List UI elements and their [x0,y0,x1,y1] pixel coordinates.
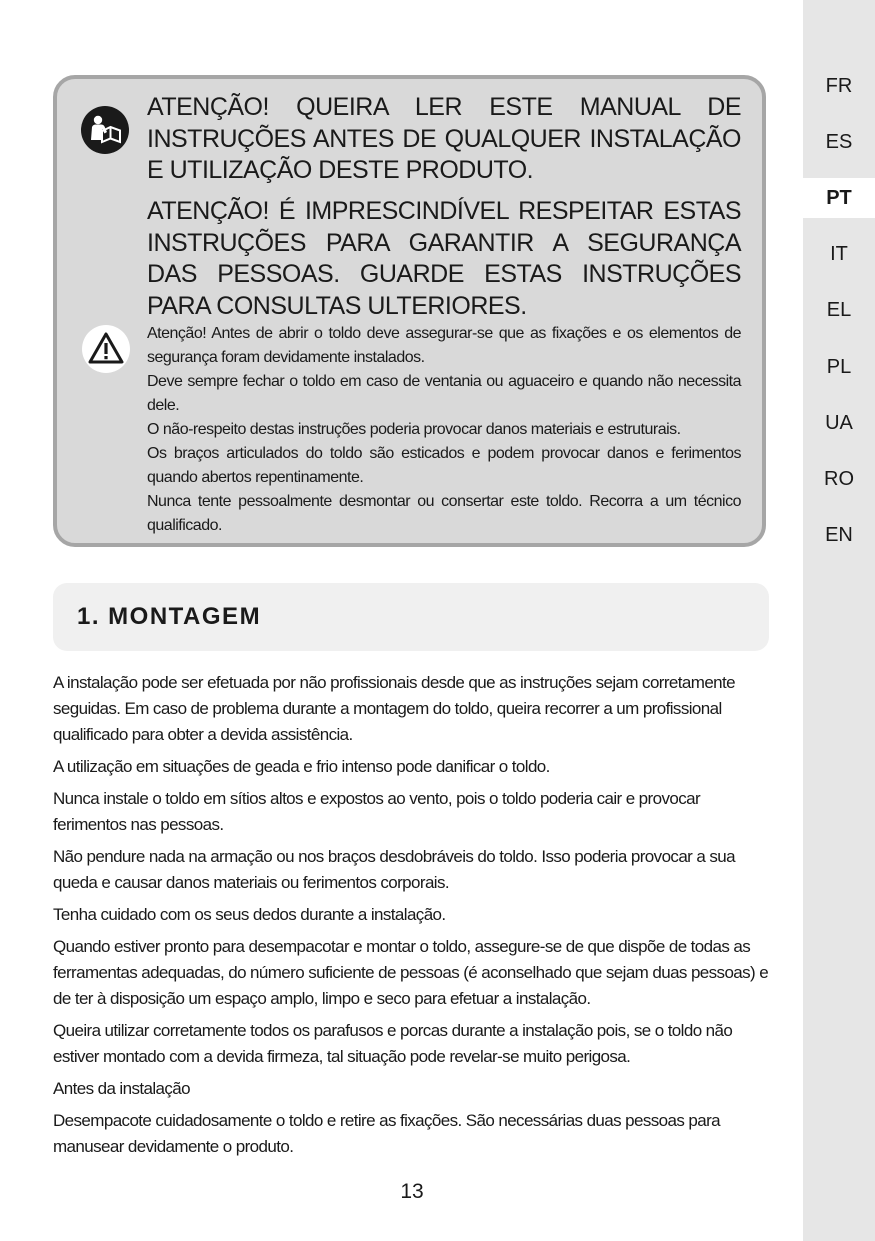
lang-tab-el[interactable]: EL [826,299,852,321]
warning-notes [147,322,741,538]
body-paragraph: A utilização em situações de geada e frio intenso pode danificar o toldo. [53,757,550,776]
section-header [53,583,769,651]
lang-tab-pt[interactable]: PT [803,178,875,218]
read-manual-icon [81,106,129,154]
language-sidebar [803,0,875,1241]
warning-triangle-icon [82,325,130,373]
body-paragraph: Tenha cuidado com os seus dedos durante a instalação. [53,905,446,924]
section-title: 1. MONTAGEM [77,603,262,630]
warning-note: Atenção! Antes de abrir o toldo deve assegurar-se que as fixações e os elementos de segurança foram devidamente instalados. [147,325,741,366]
warning-heading-safety: ATENÇÃO! É IMPRESCINDÍVEL RESPEITAR ESTAS INSTRUÇÕES PARA GARANTIR A SEGURANÇA DAS PESSOAS. GUARDE ESTAS INSTRUÇÕES PARA CONSULTAS ULTERIORES. [147,197,741,320]
warning-heading-read-manual: ATENÇÃO! QUEIRA LER ESTE MANUAL DE INSTRUÇÕES ANTES DE QUALQUER INSTALAÇÃO E UTILIZAÇÃO DESTE PRODUTO. [147,93,741,184]
page-number: 13 [400,1180,424,1203]
body-paragraph: Não pendure nada na armação ou nos braços desdobráveis do toldo. Isso poderia provocar a sua queda e causar danos materiais ou ferimentos corporais. [53,847,735,892]
lang-tab-en[interactable]: EN [825,524,853,546]
warning-note: Os braços articulados do toldo são esticados e podem provocar danos e ferimentos quando abertos repentinamente. [147,445,741,486]
lang-tab-es[interactable]: ES [825,131,853,153]
body-paragraph: Antes da instalação [53,1079,190,1098]
lang-tab-pl[interactable]: PL [826,356,852,378]
body-paragraph: Quando estiver pronto para desempacotar e montar o toldo, assegure-se de que dispõe de todas as ferramentas adequadas, do número suficiente de pessoas (é aconselhado que sejam duas pessoas) e de ter à disposição um espaço amplo, limpo e seco para efetuar a instalação. [53,937,769,1008]
warning-note: Deve sempre fechar o toldo em caso de ventania ou aguaceiro e quando não necessita dele. [147,373,741,414]
warning-note: Nunca tente pessoalmente desmontar ou consertar este toldo. Recorra a um técnico qualificado. [147,493,741,534]
section-body [53,670,769,1166]
body-paragraph: Nunca instale o toldo em sítios altos e expostos ao vento, pois o toldo poderia cair e provocar ferimentos nas pessoas. [53,789,701,834]
lang-tab-fr[interactable]: FR [825,75,853,97]
body-paragraph: A instalação pode ser efetuada por não profissionais desde que as instruções sejam corretamente seguidas. Em caso de problema durante a montagem do toldo, queira recorrer a um profissional qualificado para obter a devida assistência. [53,673,736,744]
body-paragraph: Desempacote cuidadosamente o toldo e retire as fixações. São necessárias duas pessoas para manusear devidamente o produto. [53,1111,721,1156]
warning-note: O não-respeito destas instruções poderia provocar danos materiais e estruturais. [147,421,681,438]
lang-tab-ro[interactable]: RO [824,468,854,490]
lang-tab-ua[interactable]: UA [825,412,853,434]
lang-tab-it[interactable]: IT [830,243,848,265]
body-paragraph: Queira utilizar corretamente todos os parafusos e porcas durante a instalação pois, se o toldo não estiver montado com a devida firmeza, tal situação pode revelar-se muito perigosa. [53,1021,733,1066]
